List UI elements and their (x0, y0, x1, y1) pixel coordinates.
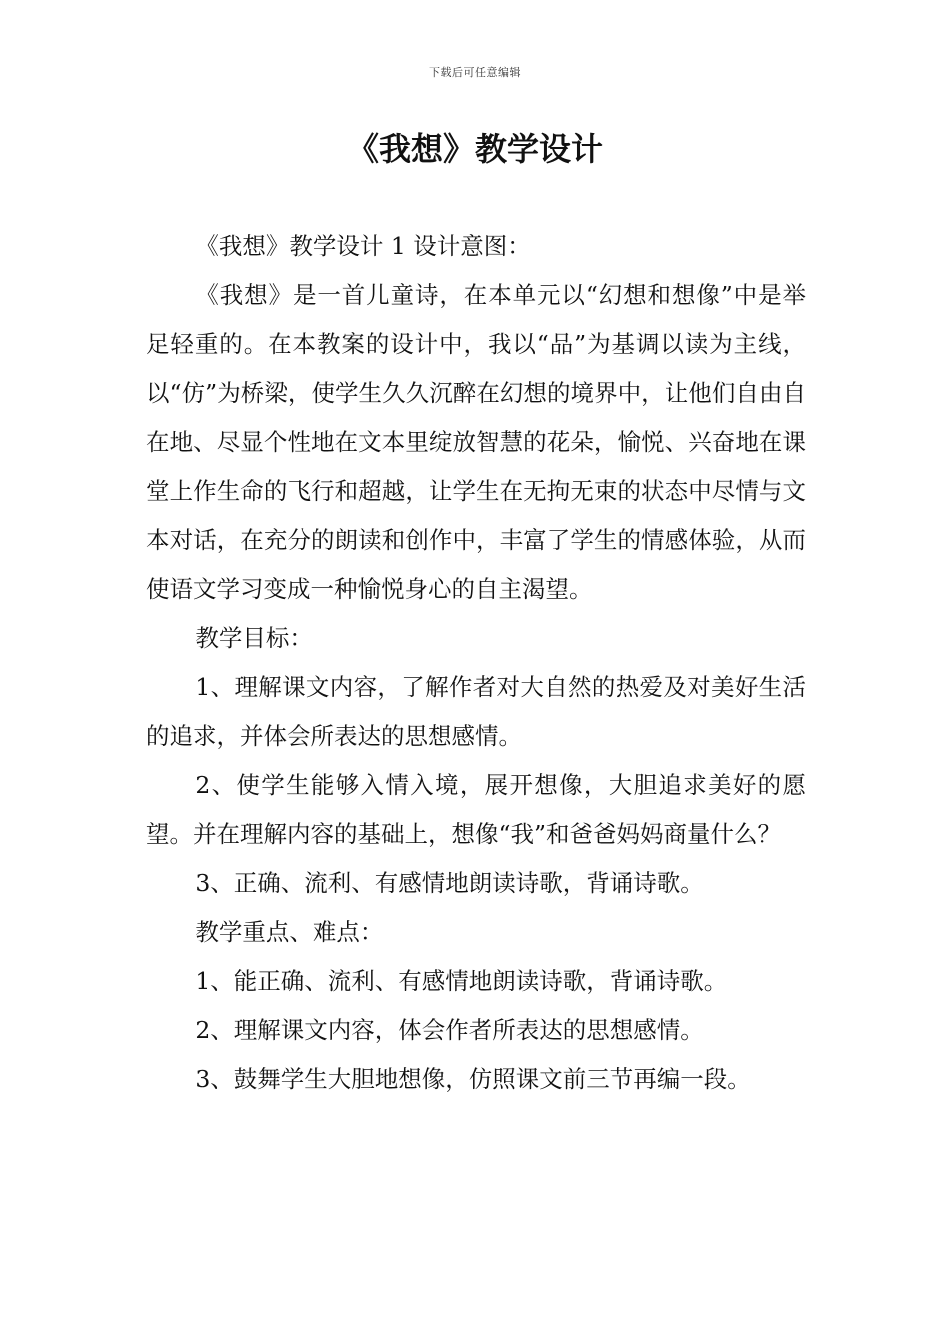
paragraph-goal-2: 2、使学生能够入情入境，展开想像，大胆追求美好的愿望。并在理解内容的基础上，想像“我”和爸爸妈妈商量什么？ (146, 771, 806, 848)
paragraph-goals-heading: 教学目标： (195, 624, 313, 652)
paragraph-design-intent: 《我想》是一首儿童诗，在本单元以“幻想和想像”中是举足轻重的。在本教案的设计中，我以“品”为基调以读为主线，以“仿”为桥梁，使学生久久沉醉在幻想的境界中，让他们自由自在地、尽显个性地在文本里绽放智慧的花朵，愉悦、兴奋地在课堂上作生命的飞行和超越，让学生在无拘无束的状态中尽情与文本对话，在充分的朗读和创作中，丰富了学生的情感体验，从而使语文学习变成一种愉悦身心的自主渴望。 (146, 281, 806, 603)
document-body (146, 222, 806, 1104)
paragraph-key-point-3: 3、鼓舞学生大胆地想像，仿照课文前三节再编一段。 (195, 1065, 751, 1093)
document-title: 《我想》教学设计 (346, 130, 603, 168)
header-note: 下载后可任意编辑 (429, 66, 521, 79)
paragraph-goal-3: 3、正确、流利、有感情地朗读诗歌，背诵诗歌。 (195, 869, 704, 897)
paragraph-design-intent-heading: 《我想》教学设计 1 设计意图： (195, 232, 531, 260)
paragraph-key-point-1: 1、能正确、流利、有感情地朗读诗歌，背诵诗歌。 (195, 967, 728, 995)
paragraph-key-point-2: 2、理解课文内容，体会作者所表达的思想感情。 (195, 1016, 704, 1044)
paragraph-key-points-heading: 教学重点、难点： (195, 918, 384, 946)
paragraph-goal-1: 1、理解课文内容，了解作者对大自然的热爱及对美好生活的追求，并体会所表达的思想感情。 (146, 673, 806, 750)
